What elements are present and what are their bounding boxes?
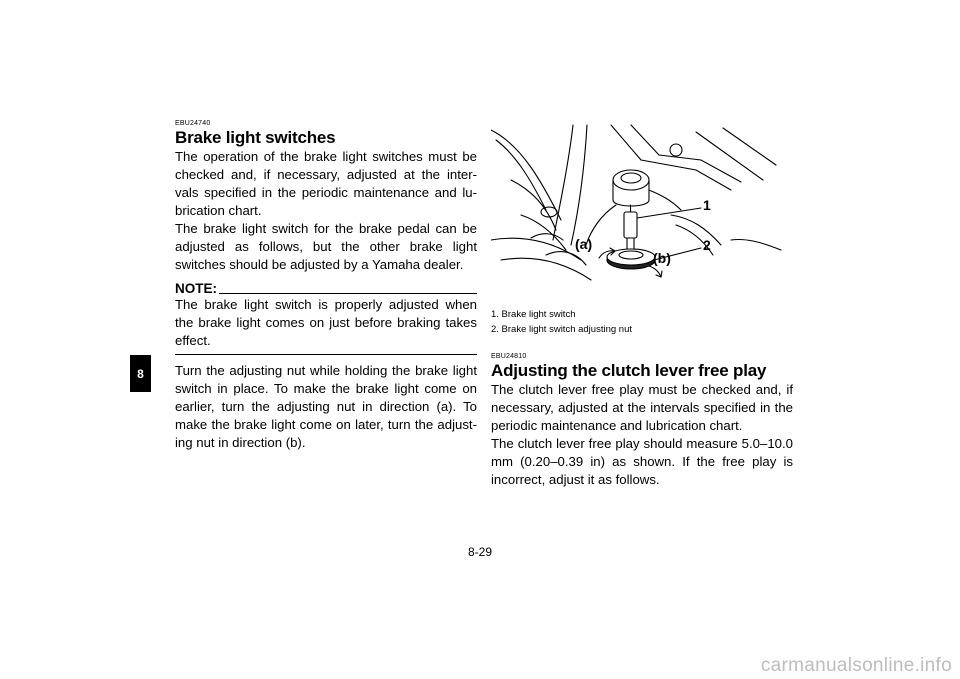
note-header xyxy=(175,280,477,296)
right-column xyxy=(491,120,793,489)
section-title: Brake light switches xyxy=(175,128,336,147)
caption-item: 1. Brake light switch xyxy=(491,309,576,320)
illustration-drawing xyxy=(491,120,793,305)
paragraph: Turn the adjusting nut while holding the brake light switch in place. To make the brake light come on earlier, turn the adjusting nut in direction (a). To make the brake light come on later, turn the adjust-ing nut in direction (b). xyxy=(175,363,477,450)
section-code: EBU24810 xyxy=(491,353,527,360)
brake-switch-illustration xyxy=(491,120,793,305)
watermark-text: carmanualsonline.info xyxy=(760,655,952,676)
figure-captions xyxy=(491,307,793,337)
page-number: 8-29 xyxy=(467,545,493,559)
chapter-tab: 8 xyxy=(130,355,151,392)
direction-b-label: (b) xyxy=(653,250,671,266)
callout-2: 2 xyxy=(703,237,711,253)
section-code: EBU24740 xyxy=(175,120,211,127)
callout-1: 1 xyxy=(703,197,711,213)
paragraph: The clutch lever free play should measure 5.0–10.0 mm (0.20–0.39 in) as shown. If the free play is incorrect, adjust it as follows. xyxy=(491,436,793,487)
note-rule xyxy=(219,293,477,294)
paragraph: The brake light switch for the brake pedal can be adjusted as follows, but the other brake light switches should be adjusted by a Yamaha dealer. xyxy=(175,221,477,272)
note-box xyxy=(175,280,477,355)
paragraph: The operation of the brake light switches must be checked and, if necessary, adjusted at the inter-vals specified in the periodic maintenance and lu-brication chart. xyxy=(175,149,477,218)
note-text: The brake light switch is properly adjusted when the brake light comes on just before braking takes effect. xyxy=(175,297,477,348)
paragraph: The clutch lever free play must be checked and, if necessary, adjusted at the intervals specified in the periodic maintenance and lubrication chart. xyxy=(491,382,793,433)
direction-a-label: (a) xyxy=(575,236,593,252)
note-label: NOTE: xyxy=(175,281,217,296)
section-title: Adjusting the clutch lever free play xyxy=(491,361,767,380)
left-column xyxy=(175,120,477,452)
caption-item: 2. Brake light switch adjusting nut xyxy=(491,324,632,335)
